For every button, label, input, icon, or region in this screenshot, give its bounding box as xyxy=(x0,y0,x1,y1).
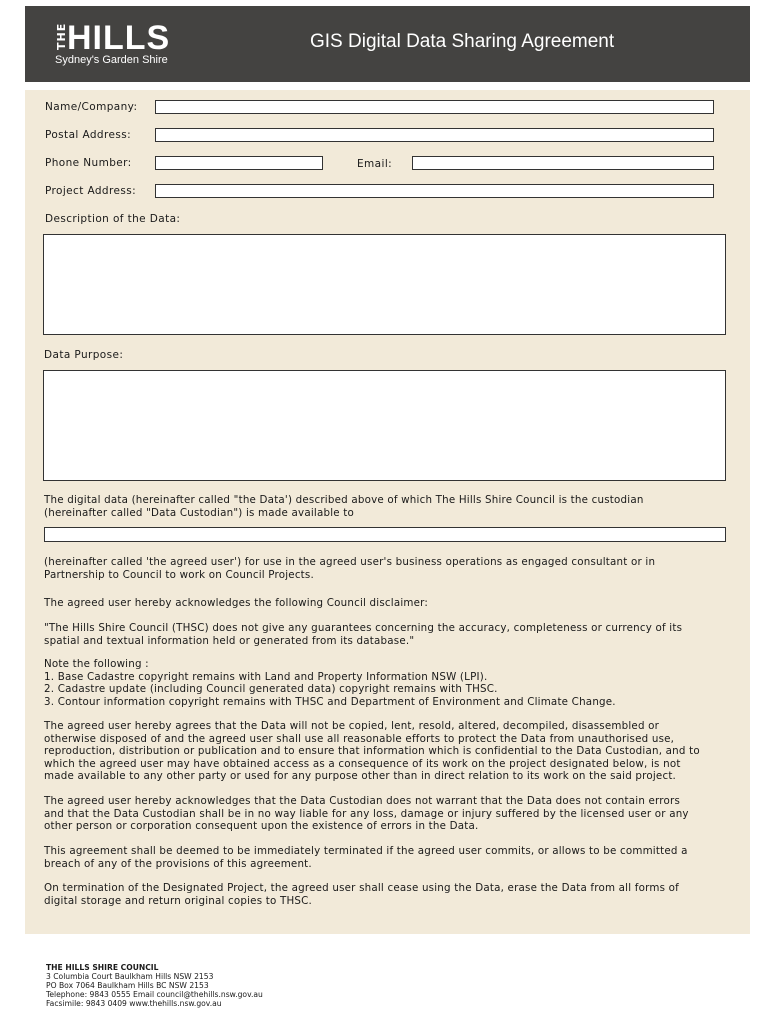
phone-number-label: Phone Number: xyxy=(45,157,132,169)
phone-number-field[interactable] xyxy=(155,156,323,170)
project-address-label: Project Address: xyxy=(45,185,137,197)
disclaimer-paragraph: "The Hills Shire Council (THSC) does not give any guarantees concerning the accuracy, completeness or currency of its spatial and textual information held or generated from its database." xyxy=(44,622,683,647)
logo-tagline: Sydney's Garden Shire xyxy=(55,54,168,66)
footer-address: 3 Columbia Court Baulkham Hills NSW 2153 xyxy=(46,972,214,981)
agrees-paragraph: The agreed user hereby agrees that the Data will not be copied, lent, resold, altered, decompiled, disassembled or otherwise disposed of and the agreed user shall use all reasonable efforts to protect the Data from unauthorised use, reproduction, distribution or publication and to ensure that information which is confidential to the Data Custodian, and to which the agreed user may have obtained access as a consequence of its work on the project designated below, is not made available to any other party or used for any purpose other than in direct relation to its work on the said project. xyxy=(44,720,700,782)
council-contact-footer xyxy=(46,963,263,1008)
footer-org: THE HILLS SHIRE COUNCIL xyxy=(46,963,159,972)
email-label: Email: xyxy=(357,158,393,170)
description-textarea[interactable] xyxy=(43,234,726,335)
email-field[interactable] xyxy=(412,156,714,170)
hills-logo xyxy=(55,20,195,72)
purpose-textarea[interactable] xyxy=(43,370,726,481)
footer-po-box: PO Box 7064 Baulkham Hills BC NSW 2153 xyxy=(46,981,209,990)
footer-telephone: Telephone: 9843 0555 Email council@thehills.nsw.gov.au xyxy=(46,990,263,999)
project-address-field[interactable] xyxy=(155,184,714,198)
header-bar xyxy=(25,6,750,82)
postal-address-label: Postal Address: xyxy=(45,129,132,141)
termination-paragraph: This agreement shall be deemed to be immediately terminated if the agreed user commits, or allows to be committed a breach of any of the provisions of this agreement. xyxy=(44,845,688,870)
document-title: GIS Digital Data Sharing Agreement xyxy=(310,31,615,52)
agreed-user-paragraph: (hereinafter called 'the agreed user') for use in the agreed user's business operations as engaged consultant or in Partnership to Council to work on Council Projects. xyxy=(44,556,656,581)
notes-list: Note the following : 1. Base Cadastre copyright remains with Land and Property Information NSW (LPI). 2. Cadastre update (including Council generated data) copyright remains with THSC. 3. Contour information copyright remains with THSC and Department of Environment and Climate Change. xyxy=(44,658,616,708)
description-label: Description of the Data: xyxy=(45,213,181,225)
footer-facsimile: Facsimile: 9843 0409 www.thehills.nsw.gov.au xyxy=(46,999,222,1008)
intro-paragraph: The digital data (hereinafter called "the Data') described above of which The Hills Shire Council is the custodian (hereinafter called "Data Custodian") is made available to xyxy=(44,494,644,519)
postal-address-field[interactable] xyxy=(155,128,714,142)
name-company-label: Name/Company: xyxy=(45,101,138,113)
warrant-paragraph: The agreed user hereby acknowledges that the Data Custodian does not warrant that the Data does not contain errors and that the Data Custodian shall be in no way liable for any loss, damage or injury suffered by the licensed user or any other person or corporation consequent upon the existence of errors in the Data. xyxy=(44,795,689,832)
acknowledge-paragraph: The agreed user hereby acknowledges the following Council disclaimer: xyxy=(44,597,429,609)
agreed-user-field[interactable] xyxy=(44,527,726,542)
logo-name: HILLS xyxy=(67,19,171,57)
cease-paragraph: On termination of the Designated Project, the agreed user shall cease using the Data, erase the Data from all forms of digital storage and return original copies to THSC. xyxy=(44,882,679,907)
logo-the-text: THE xyxy=(55,22,68,50)
name-company-field[interactable] xyxy=(155,100,714,114)
purpose-label: Data Purpose: xyxy=(44,349,124,361)
